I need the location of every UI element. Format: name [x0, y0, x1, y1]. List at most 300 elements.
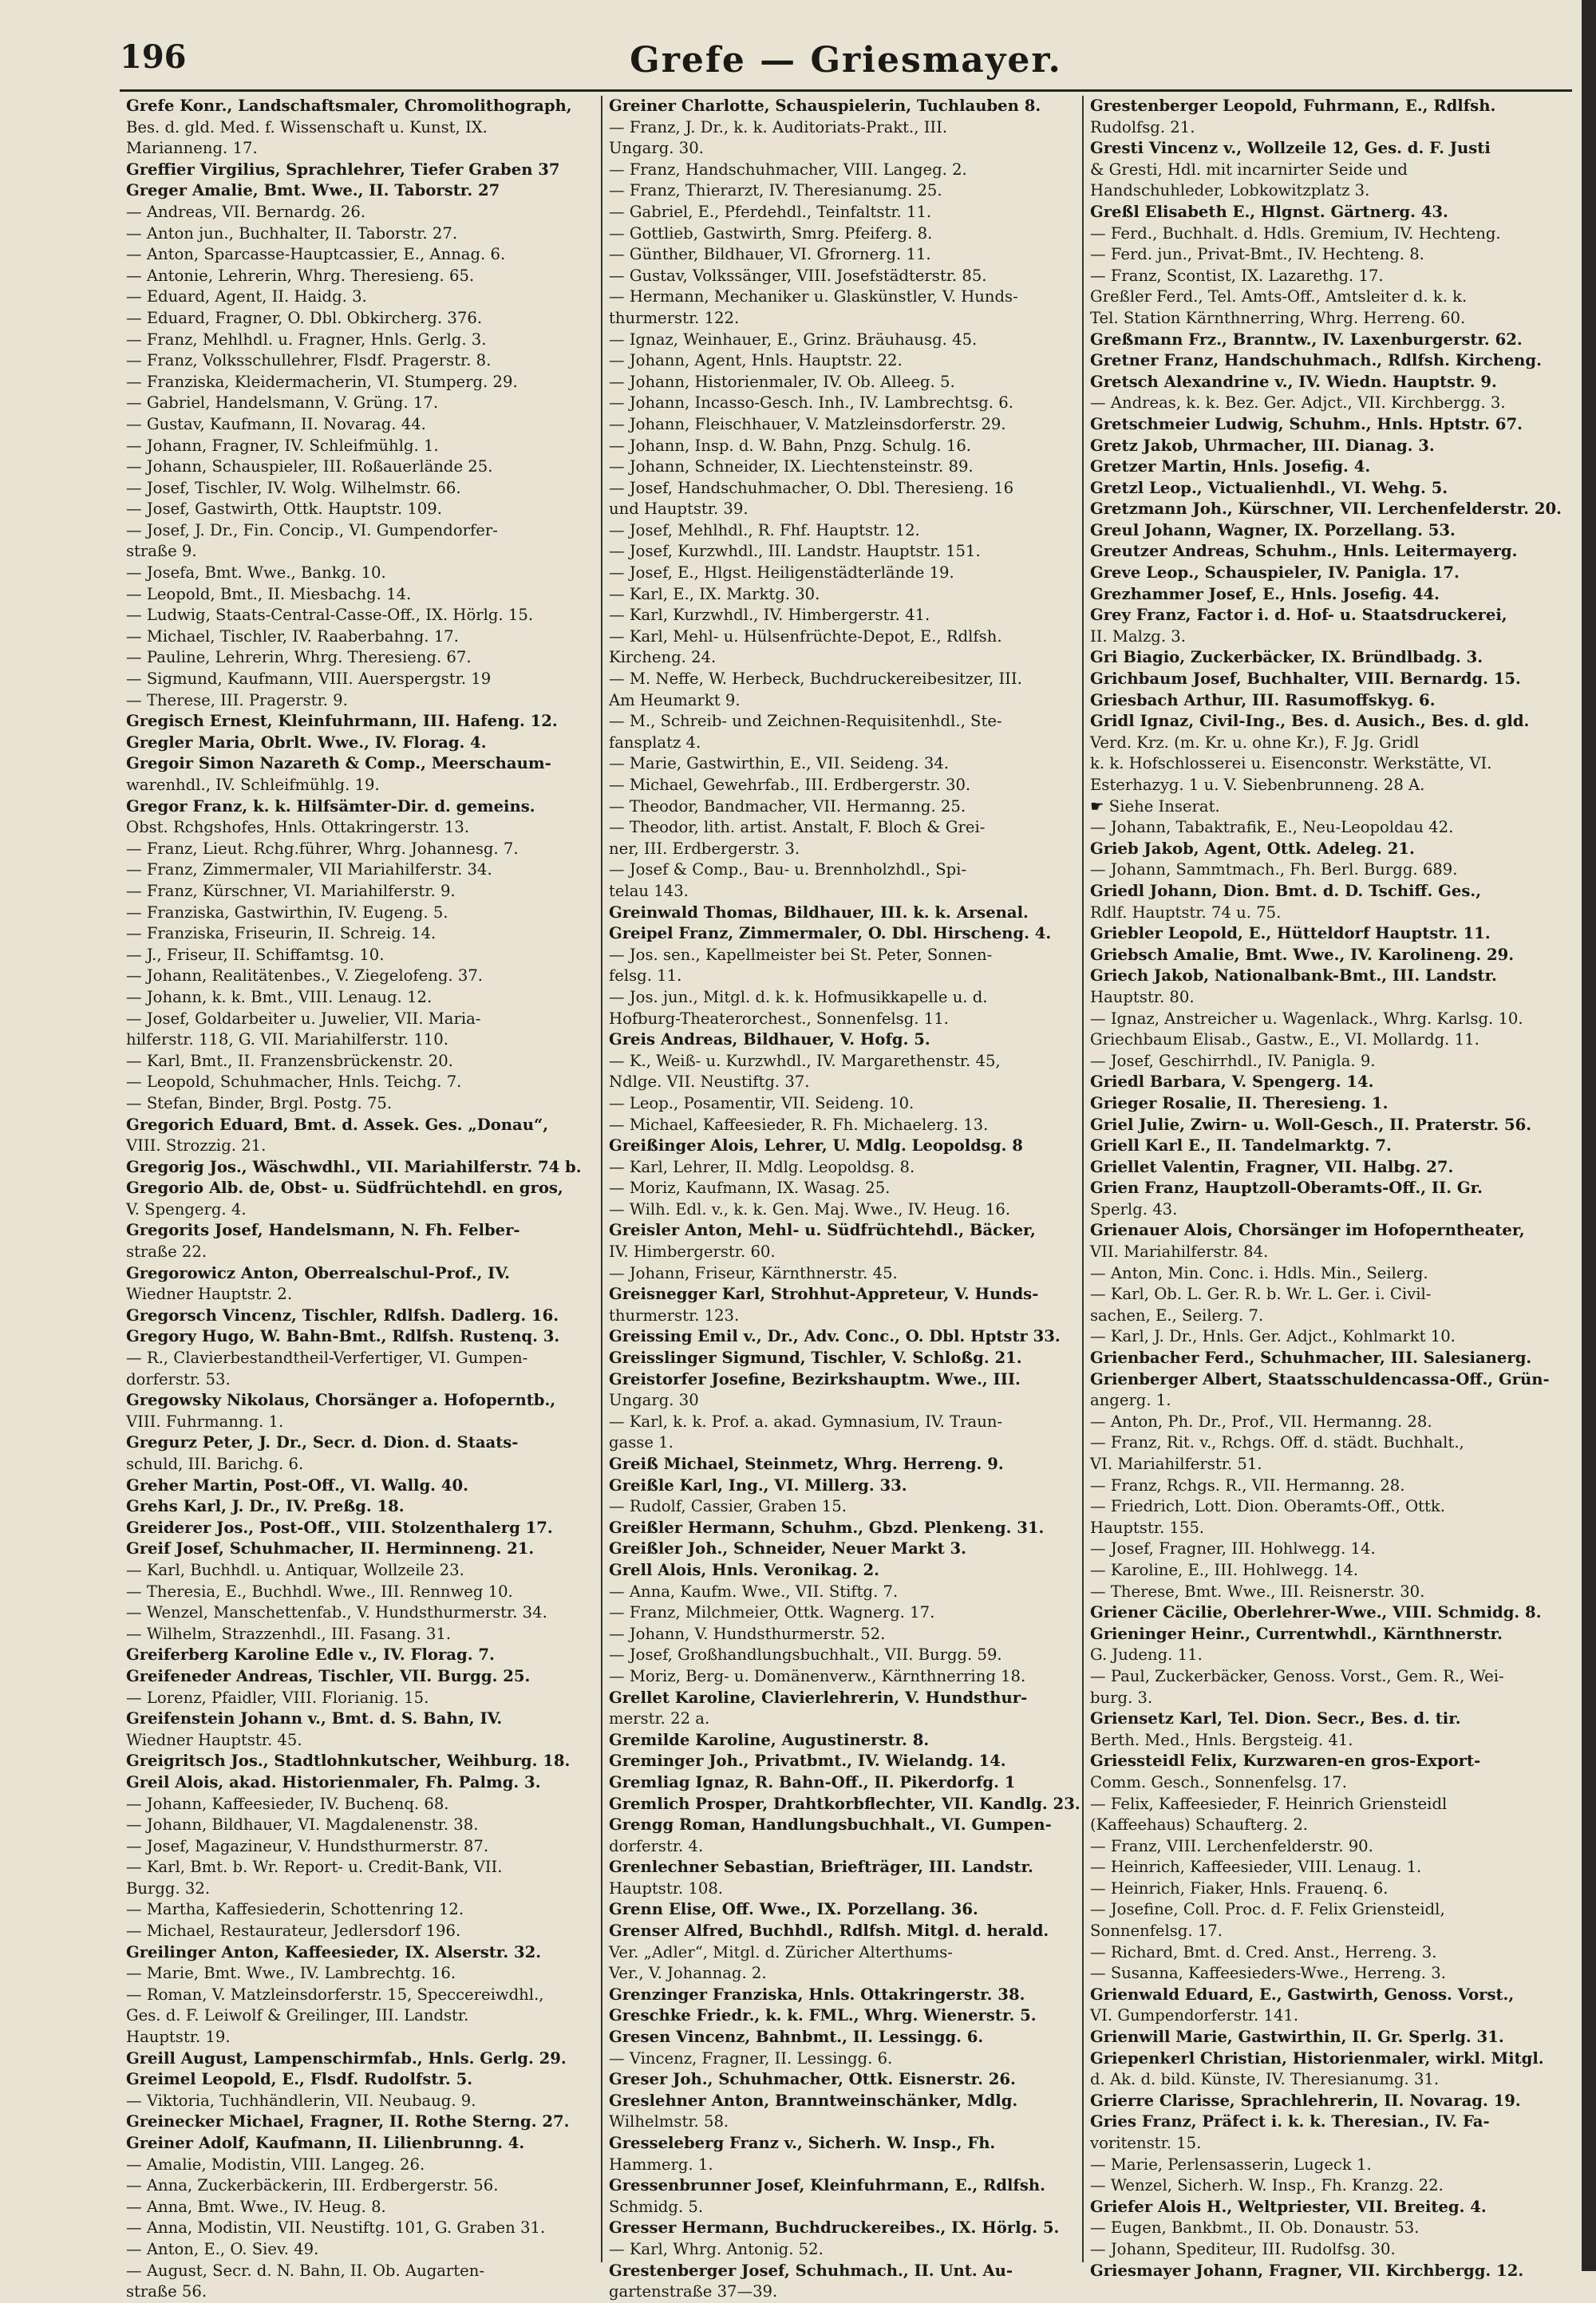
- directory-entry: Greill August, Lampenschirmfab., Hnls. Gerlg. 29.: [126, 2048, 567, 2068]
- directory-entry: — Therese, III. Pragerstr. 9.: [126, 690, 348, 709]
- directory-entry: Grefe Konr., Landschaftsmaler, Chromolithograph,: [126, 97, 572, 115]
- directory-entry: — Josef, Magazineur, V. Hundsthurmerstr. 87.: [126, 1836, 489, 1855]
- directory-entry: (Kaffeehaus) Schaufterg. 2.: [1090, 1815, 1309, 1835]
- directory-entry: Greßl Elisabeth E., Hlgnst. Gärtnerg. 43.: [1090, 202, 1448, 221]
- directory-entry: Griesbach Arthur, III. Rasumoffskyg. 6.: [1090, 690, 1436, 709]
- directory-entry: — Ludwig, Staats-Central-Casse-Off., IX. Hörlg. 15.: [126, 606, 534, 625]
- directory-entry: Grestenberger Leopold, Fuhrmann, E., Rdlfsh.: [1090, 97, 1496, 115]
- directory-entry: Greutzer Andreas, Schuhm., Hnls. Leitermayerg.: [1090, 542, 1518, 561]
- directory-entry: ☛ Siehe Inserat.: [1090, 796, 1220, 816]
- directory-entry: straße 22.: [126, 1242, 207, 1262]
- directory-entry: — Karl, k. k. Prof. a. akad. Gymnasium, IV. Traun-: [609, 1412, 1003, 1431]
- directory-entry: Gretner Franz, Handschuhmach., Rdlfsh. Kircheng.: [1090, 351, 1542, 370]
- directory-entry: — Josef, Tischler, IV. Wolg. Wilhelmstr. 66.: [126, 478, 461, 497]
- directory-entry: — Günther, Bildhauer, VI. Gfrornerg. 11.: [609, 245, 931, 264]
- directory-entry: Gremlich Prosper, Drahtkorbflechter, VII. Kandlg. 23.: [609, 1794, 1080, 1813]
- directory-entry: Grell Alois, Hnls. Veronikag. 2.: [609, 1560, 879, 1579]
- directory-entry: VIII. Fuhrmanng. 1.: [126, 1412, 284, 1431]
- directory-entry: — Gabriel, E., Pferdehdl., Teinfaltstr. 11.: [609, 202, 932, 221]
- directory-entry: merstr. 22 a.: [609, 1709, 710, 1728]
- directory-entry: Greul Johann, Wagner, IX. Porzellang. 53.: [1090, 520, 1456, 539]
- directory-entry: — M. Neffe, W. Herbeck, Buchdruckereibesitzer, III.: [609, 670, 1022, 689]
- directory-entry: — Johann, Incasso-Gesch. Inh., IV. Lambrechtsg. 6.: [609, 393, 1013, 413]
- directory-entry: — Heinrich, Kaffeesieder, VIII. Lenaug. 1.: [1090, 1858, 1422, 1877]
- directory-entry: Ver., V. Johannag. 2.: [609, 1964, 767, 1983]
- directory-entry: — Eugen, Bankbmt., II. Ob. Donaustr. 53.: [1090, 2218, 1420, 2238]
- directory-entry: — Franz, Volksschullehrer, Flsdf. Pragerstr. 8.: [126, 351, 492, 370]
- column-middle-entries: [609, 96, 1080, 2303]
- directory-entry: Greßler Ferd., Tel. Amts-Off., Amtsleiter d. k. k.: [1090, 287, 1468, 306]
- directory-entry: Greifenstein Johann v., Bmt. d. S. Bahn, IV.: [126, 1709, 503, 1728]
- scan-edge-shadow: [1582, 0, 1596, 2271]
- directory-entry: — Johann, Kaffeesieder, IV. Buchenq. 68.: [126, 1794, 449, 1813]
- directory-entry: schuld, III. Barichg. 6.: [126, 1455, 304, 1473]
- directory-entry: Greve Leop., Schauspieler, IV. Panigla. 17.: [1090, 563, 1460, 583]
- directory-entry: Griell Karl E., II. Tandelmarktg. 7.: [1090, 1136, 1392, 1155]
- directory-entry: Greistorfer Josefine, Bezirkshauptm. Wwe., III.: [609, 1369, 1021, 1389]
- directory-entry: Ver. „Adler“, Mitgl. d. Züricher Alterthums-: [609, 1942, 953, 1961]
- directory-entry: Gregler Maria, Obrlt. Wwe., IV. Florag. 4.: [126, 733, 487, 752]
- directory-entry: — Karl, Lehrer, II. Mdlg. Leopoldsg. 8.: [609, 1157, 915, 1176]
- directory-entry: — Johann, Bildhauer, VI. Magdalenenstr. 38.: [126, 1815, 479, 1835]
- directory-entry: telau 143.: [609, 881, 689, 900]
- directory-entry: — Amalie, Modistin, VIII. Langeg. 26.: [126, 2155, 425, 2174]
- directory-entry: — Johann, Schneider, IX. Liechtensteinstr. 89.: [609, 457, 974, 476]
- directory-entry: Marianneng. 17.: [126, 139, 258, 158]
- directory-entry: Greil Alois, akad. Historienmaler, Fh. Palmg. 3.: [126, 1772, 541, 1791]
- directory-entry: — Anton, Sparcasse-Hauptcassier, E., Annag. 6.: [126, 245, 506, 264]
- directory-entry: Griessteidl Felix, Kurzwaren-en gros-Export-: [1090, 1752, 1481, 1771]
- directory-entry: — Franz, Handschuhmacher, VIII. Langeg. 2.: [609, 160, 967, 179]
- directory-entry: — Josef, J. Dr., Fin. Concip., VI. Gumpendorfer-: [126, 520, 498, 539]
- directory-entry: — August, Secr. d. N. Bahn, II. Ob. Augarten-: [126, 2261, 484, 2280]
- directory-entry: — Johann, Insp. d. W. Bahn, Pnzg. Schulg. 16.: [609, 436, 972, 455]
- directory-entry: Obst. Rchgshofes, Hnls. Ottakringerstr. 13.: [126, 818, 470, 837]
- directory-entry: Greigritsch Jos., Stadtlohnkutscher, Weihburg. 18.: [126, 1752, 571, 1771]
- directory-entry: Greißler Joh., Schneider, Neuer Markt 3.: [609, 1539, 966, 1558]
- directory-entry: Gregorig Jos., Wäschwdhl., VII. Mariahilferstr. 74 b.: [126, 1157, 582, 1176]
- directory-entry: & Gresti, Hdl. mit incarnirter Seide und: [1090, 160, 1408, 179]
- directory-entry: Greiner Charlotte, Schauspielerin, Tuchlauben 8.: [609, 97, 1041, 115]
- directory-entry: Hauptstr. 80.: [1090, 987, 1195, 1006]
- directory-entry: Grenlechner Sebastian, Briefträger, III. Landstr.: [609, 1858, 1033, 1877]
- directory-entry: — Karoline, E., III. Hohlwegg. 14.: [1090, 1560, 1359, 1579]
- directory-entry: — Martha, Kaffesiederin, Schottenring 12.: [126, 1900, 464, 1919]
- directory-entry: Kircheng. 24.: [609, 648, 717, 667]
- directory-entry: Grieb Jakob, Agent, Ottk. Adeleg. 21.: [1090, 839, 1415, 858]
- directory-entry: Wiedner Hauptstr. 2.: [126, 1285, 293, 1304]
- directory-entry: Hammerg. 1.: [609, 2155, 713, 2174]
- directory-entry: Greisslinger Sigmund, Tischler, V. Schloßg. 21.: [609, 1349, 1022, 1368]
- directory-entry: Schmidg. 5.: [609, 2197, 704, 2216]
- directory-entry: Grehs Karl, J. Dr., IV. Preßg. 18.: [126, 1497, 405, 1516]
- directory-entry: — Karl, Ob. L. Ger. R. b. Wr. L. Ger. i. Civil-: [1090, 1285, 1432, 1304]
- directory-entry: — Stefan, Binder, Brgl. Postg. 75.: [126, 1093, 393, 1112]
- directory-entry: Griebsch Amalie, Bmt. Wwe., IV. Karolineng. 29.: [1090, 945, 1515, 964]
- directory-entry: thurmerstr. 123.: [609, 1306, 740, 1325]
- directory-entry: — Marie, Perlensasserin, Lugeck 1.: [1090, 2155, 1372, 2174]
- directory-entry: — Vincenz, Fragner, II. Lessingg. 6.: [609, 2048, 893, 2068]
- directory-entry: — Ignaz, Anstreicher u. Wagenlack., Whrg. Karlsg. 10.: [1090, 1009, 1523, 1028]
- directory-entry: — Karl, Bmt., II. Franzensbrückenstr. 20.: [126, 1051, 453, 1070]
- directory-entry: — Franz, Zimmermaler, VII Mariahilferstr. 34.: [126, 860, 492, 879]
- directory-entry: Greschke Friedr., k. k. FML., Whrg. Wienerstr. 5.: [609, 2006, 1037, 2025]
- directory-entry: dorferstr. 4.: [609, 1836, 704, 1855]
- directory-entry: Griepenkerl Christian, Historienmaler, wirkl. Mitgl.: [1090, 2048, 1544, 2068]
- directory-entry: Griech Jakob, Nationalbank-Bmt., III. Landstr.: [1090, 966, 1497, 986]
- directory-entry: — Franz, Lieut. Rchg.führer, Whrg. Johannesg. 7.: [126, 839, 519, 858]
- directory-entry: — Lorenz, Pfaidler, VIII. Florianig. 15.: [126, 1688, 429, 1707]
- directory-entry: Verd. Krz. (m. Kr. u. ohne Kr.), F. Jg. Gridl: [1090, 733, 1420, 752]
- directory-entry: — Eduard, Agent, II. Haidg. 3.: [126, 287, 367, 306]
- directory-entry: — Michael, Kaffeesieder, R. Fh. Michaelerg. 13.: [609, 1115, 989, 1134]
- directory-entry: — Gabriel, Handelsmann, V. Grüng. 17.: [126, 393, 439, 413]
- directory-entry: Griensetz Karl, Tel. Dion. Secr., Bes. d. tir.: [1090, 1709, 1461, 1728]
- directory-entry: Greinwald Thomas, Bildhauer, III. k. k. Arsenal.: [609, 903, 1029, 922]
- directory-entry: Grienwald Eduard, E., Gastwirth, Genoss. Vorst.,: [1090, 1985, 1515, 2004]
- directory-entry: — M., Schreib- und Zeichnen-Requisitenhdl., Ste-: [609, 712, 1002, 731]
- directory-entry: Hauptstr. 19.: [126, 2028, 231, 2047]
- directory-entry: — Josef, Gastwirth, Ottk. Hauptstr. 109.: [126, 500, 442, 519]
- column-left-entries: [126, 96, 595, 2303]
- page-title: Grefe — Griesmayer.: [630, 40, 1062, 81]
- directory-entry: Esterhazyg. 1 u. V. Siebenbrunneng. 28 A.: [1090, 776, 1425, 794]
- directory-entry: Gretz Jakob, Uhrmacher, III. Dianag. 3.: [1090, 436, 1435, 455]
- directory-entry: — Wilh. Edl. v., k. k. Gen. Maj. Wwe., IV. Heug. 16.: [609, 1199, 1011, 1219]
- directory-entry: ner, III. Erdbergerstr. 3.: [609, 839, 800, 858]
- directory-entry: — Andreas, VII. Bernardg. 26.: [126, 202, 366, 221]
- directory-entry: — Anna, Bmt. Wwe., IV. Heug. 8.: [126, 2197, 386, 2216]
- directory-entry: — Theresia, E., Buchhdl. Wwe., III. Rennweg 10.: [126, 1582, 513, 1601]
- directory-entry: Wilhelmstr. 58.: [609, 2112, 729, 2131]
- directory-entry: Sperlg. 43.: [1090, 1199, 1178, 1219]
- directory-entry: Grichbaum Josef, Buchhalter, VIII. Bernardg. 15.: [1090, 670, 1521, 689]
- directory-entry: Gregory Hugo, W. Bahn-Bmt., Rdlfsh. Rustenq. 3.: [126, 1327, 560, 1346]
- directory-entry: — Josef, Großhandlungsbuchhalt., VII. Burgg. 59.: [609, 1645, 1002, 1665]
- directory-entry: — Antonie, Lehrerin, Whrg. Theresieng. 65.: [126, 266, 475, 285]
- directory-entry: Greiderer Jos., Post-Off., VIII. Stolzenthalerg 17.: [126, 1518, 553, 1537]
- directory-entry: — Franz, Rit. v., Rchgs. Off. d. städt. Buchhalt.,: [1090, 1433, 1464, 1452]
- directory-entry: — Susanna, Kaffeesieders-Wwe., Herreng. 3.: [1090, 1964, 1446, 1983]
- directory-entry: VI. Mariahilferstr. 51.: [1090, 1455, 1262, 1473]
- directory-entry: Greis Andreas, Bildhauer, V. Hofg. 5.: [609, 1030, 930, 1049]
- directory-entry: gasse 1.: [609, 1433, 674, 1452]
- directory-entry: — Leop., Posamentir, VII. Seideng. 10.: [609, 1093, 915, 1112]
- directory-entry: — Josef, Fragner, III. Hohlwegg. 14.: [1090, 1539, 1376, 1558]
- directory-entry: Grestenberger Josef, Schuhmach., II. Unt. Au-: [609, 2261, 1013, 2280]
- directory-entry: — Josef & Comp., Bau- u. Brennholzhdl., Spi-: [609, 860, 967, 879]
- directory-entry: — Andreas, k. k. Bez. Ger. Adjct., VII. Kirchbergg. 3.: [1090, 393, 1506, 413]
- directory-entry: Gregor Franz, k. k. Hilfsämter-Dir. d. gemeins.: [126, 796, 535, 816]
- directory-entry: — Johann, Spediteur, III. Rudolfsg. 30.: [1090, 2239, 1396, 2258]
- directory-entry: — Karl, E., IX. Marktg. 30.: [609, 584, 820, 603]
- header-rule: [120, 89, 1572, 92]
- directory-entry: Gregowsky Nikolaus, Chorsänger a. Hofoperntb.,: [126, 1391, 556, 1410]
- directory-entry: gartenstraße 37—39.: [609, 2282, 778, 2301]
- directory-entry: Griefer Alois H., Weltpriester, VII. Breiteg. 4.: [1090, 2197, 1487, 2216]
- directory-entry: Gresti Vincenz v., Wollzeile 12, Ges. d. F. Justi: [1090, 139, 1491, 158]
- directory-entry: — Josef, Handschuhmacher, O. Dbl. Theresieng. 16: [609, 478, 1014, 497]
- column-middle: [601, 96, 1082, 2301]
- directory-entry: Greiß Michael, Steinmetz, Whrg. Herreng. 9.: [609, 1455, 1004, 1473]
- directory-entry: — Josefine, Coll. Proc. d. F. Felix Griensteidl,: [1090, 1900, 1445, 1919]
- directory-entry: — Johann, Fleischhauer, V. Matzleinsdorferstr. 29.: [609, 414, 1006, 433]
- directory-entry: Ndlge. VII. Neustiftg. 37.: [609, 1072, 810, 1092]
- directory-entry: — Wilhelm, Strazzenhdl., III. Fasang. 31.: [126, 1624, 452, 1643]
- directory-entry: — Josefa, Bmt. Wwe., Bankg. 10.: [126, 563, 386, 583]
- directory-entry: Gressenbrunner Josef, Kleinfuhrmann, E., Rdlfsh.: [609, 2176, 1045, 2195]
- directory-entry: Griener Cäcilie, Oberlehrer-Wwe., VIII. Schmidg. 8.: [1090, 1603, 1542, 1622]
- directory-entry: Wiedner Hauptstr. 45.: [126, 1730, 302, 1749]
- directory-entry: VI. Gumpendorferstr. 141.: [1090, 2006, 1299, 2025]
- directory-entry: angerg. 1.: [1090, 1391, 1171, 1410]
- directory-entry: hilferstr. 118, G. VII. Mariahilferstr. 110.: [126, 1030, 448, 1049]
- directory-entry: und Hauptstr. 39.: [609, 500, 749, 519]
- directory-entry: II. Malzg. 3.: [1090, 626, 1186, 646]
- directory-entry: — Franz, Mehlhdl. u. Fragner, Hnls. Gerlg. 3.: [126, 330, 487, 349]
- directory-entry: Gremilde Karoline, Augustinerstr. 8.: [609, 1730, 930, 1749]
- directory-entry: — Wenzel, Sicherh. W. Insp., Fh. Kranzg. 22.: [1090, 2176, 1444, 2195]
- directory-entry: Gries Franz, Präfect i. k. k. Theresian., IV. Fa-: [1090, 2112, 1490, 2131]
- directory-entry: Grellet Karoline, Clavierlehrerin, V. Hundsthur-: [609, 1688, 1028, 1707]
- directory-entry: Ungarg. 30: [609, 1391, 699, 1410]
- directory-entry: Greissing Emil v., Dr., Adv. Conc., O. Dbl. Hptstr 33.: [609, 1327, 1061, 1346]
- directory-entry: Gregurz Peter, J. Dr., Secr. d. Dion. d. Staats-: [126, 1433, 519, 1452]
- directory-entry: Gregisch Ernest, Kleinfuhrmann, III. Hafeng. 12.: [126, 712, 558, 731]
- directory-entry: Gregorich Eduard, Bmt. d. Assek. Ges. „Donau“,: [126, 1115, 549, 1134]
- directory-entry: Hofburg-Theaterorchest., Sonnenfelsg. 11.: [609, 1009, 949, 1028]
- directory-entry: — Franziska, Friseurin, II. Schreig. 14.: [126, 924, 437, 943]
- directory-entry: Greißler Hermann, Schuhm., Gbzd. Plenkeng. 31.: [609, 1518, 1045, 1537]
- directory-entry: — Anton jun., Buchhalter, II. Taborstr. 27.: [126, 223, 458, 243]
- directory-entry: Greif Josef, Schuhmacher, II. Herminneng. 21.: [126, 1539, 535, 1558]
- directory-entry: — Johann, Historienmaler, IV. Ob. Alleeg. 5.: [609, 372, 955, 391]
- directory-entry: — Pauline, Lehrerin, Whrg. Theresieng. 67.: [126, 648, 472, 667]
- directory-entry: Hauptstr. 155.: [1090, 1518, 1205, 1537]
- directory-entry: — Therese, Bmt. Wwe., III. Reisnerstr. 30.: [1090, 1582, 1425, 1601]
- directory-entry: Greimel Leopold, E., Flsdf. Rudolfstr. 5.: [126, 2070, 473, 2089]
- directory-entry: Grienauer Alois, Chorsänger im Hofoperntheater,: [1090, 1221, 1525, 1240]
- directory-entry: Grenser Alfred, Buchhdl., Rdlfsh. Mitgl. d. herald.: [609, 1922, 1049, 1941]
- directory-entry: — Viktoria, Tuchhändlerin, VII. Neubaug. 9.: [126, 2091, 476, 2110]
- directory-entry: Greisnegger Karl, Strohhut-Appreteur, V. Hunds-: [609, 1285, 1039, 1304]
- page-number: 196: [120, 38, 187, 76]
- directory-entry: Berth. Med., Hnls. Bergsteig. 41.: [1090, 1730, 1353, 1749]
- directory-entry: — K., Weiß- u. Kurzwhdl., IV. Margarethenstr. 45,: [609, 1051, 1001, 1070]
- directory-entry: straße 56.: [126, 2282, 207, 2301]
- directory-entry: — Jos. sen., Kapellmeister bei St. Peter, Sonnen-: [609, 945, 993, 964]
- directory-entry: — Eduard, Fragner, O. Dbl. Obkircherg. 376.: [126, 308, 483, 327]
- directory-entry: Gregorio Alb. de, Obst- u. Südfrüchtehdl. en gros,: [126, 1179, 563, 1198]
- directory-entry: Ges. d. F. Leiwolf & Greilinger, III. Landstr.: [126, 2006, 469, 2025]
- directory-entry: — Sigmund, Kaufmann, VIII. Auerspergstr. 19: [126, 670, 492, 689]
- directory-entry: Greinecker Michael, Fragner, II. Rothe Sterng. 27.: [126, 2112, 570, 2131]
- directory-entry: fansplatz 4.: [609, 733, 701, 752]
- directory-entry: Grey Franz, Factor i. d. Hof- u. Staatsdruckerei,: [1090, 606, 1507, 625]
- directory-entry: — Karl, J. Dr., Hnls. Ger. Adjct., Kohlmarkt 10.: [1090, 1327, 1456, 1346]
- directory-entry: Greißle Karl, Ing., VI. Millerg. 33.: [609, 1475, 907, 1495]
- directory-entry: Grengg Roman, Handlungsbuchhalt., VI. Gumpen-: [609, 1815, 1052, 1835]
- directory-entry: — Theodor, Bandmacher, VII. Hermanng. 25.: [609, 796, 966, 816]
- directory-entry: Greißinger Alois, Lehrer, U. Mdlg. Leopoldsg. 8: [609, 1136, 1023, 1155]
- directory-entry: Gregorsch Vincenz, Tischler, Rdlfsh. Dadlerg. 16.: [126, 1306, 559, 1325]
- directory-entry: — Leopold, Schuhmacher, Hnls. Teichg. 7.: [126, 1072, 462, 1092]
- directory-entry: — Johann, Fragner, IV. Schleifmühlg. 1.: [126, 436, 439, 455]
- page-header: [120, 38, 1572, 94]
- directory-entry: — Johann, Schauspieler, III. Roßauerlände 25.: [126, 457, 493, 476]
- directory-entry: Gretsch Alexandrine v., IV. Wiedn. Hauptstr. 9.: [1090, 372, 1497, 391]
- directory-entry: Greher Martin, Post-Off., VI. Wallg. 40.: [126, 1475, 468, 1495]
- directory-entry: — Ignaz, Weinhauer, E., Grinz. Bräuhausg. 45.: [609, 330, 978, 349]
- directory-entry: — Jos. jun., Mitgl. d. k. k. Hofmusikkapelle u. d.: [609, 987, 988, 1006]
- directory-entry: — Karl, Buchhdl. u. Antiquar, Wollzeile 23.: [126, 1560, 464, 1579]
- directory-entry: — Gustav, Volkssänger, VIII. Josefstädterstr. 85.: [609, 266, 987, 285]
- directory-entry: VIII. Strozzig. 21.: [126, 1136, 267, 1155]
- directory-entry: Greisler Anton, Mehl- u. Südfrüchtehdl., Bäcker,: [609, 1221, 1036, 1240]
- directory-entry: — Anna, Modistin, VII. Neustiftg. 101, G. Graben 31.: [126, 2218, 546, 2238]
- directory-entry: — Richard, Bmt. d. Cred. Anst., Herreng. 3.: [1090, 1942, 1437, 1961]
- directory-entry: — Franz, Milchmeier, Ottk. Wagnerg. 17.: [609, 1603, 935, 1622]
- directory-entry: Griesmayer Johann, Fragner, VII. Kirchbergg. 12.: [1090, 2261, 1524, 2280]
- directory-entry: — Franz, Rchgs. R., VII. Hermanng. 28.: [1090, 1475, 1405, 1495]
- directory-entry: Griebler Leopold, E., Hütteldorf Hauptstr. 11.: [1090, 924, 1491, 943]
- directory-entry: — Anton, E., O. Siev. 49.: [126, 2239, 319, 2258]
- directory-entry: — Michael, Tischler, IV. Raaberbahng. 17.: [126, 626, 459, 646]
- directory-entry: warenhdl., IV. Schleifmühlg. 19.: [126, 776, 380, 794]
- directory-entry: Comm. Gesch., Sonnenfelsg. 17.: [1090, 1772, 1347, 1791]
- directory-entry: Greipel Franz, Zimmermaler, O. Dbl. Hirscheng. 4.: [609, 924, 1052, 943]
- directory-entry: — Wenzel, Manschettenfab., V. Hundsthurmerstr. 34.: [126, 1603, 547, 1622]
- directory-entry: — Karl, Bmt. b. Wr. Report- u. Credit-Bank, VII.: [126, 1858, 503, 1877]
- directory-entry: Grienwill Marie, Gastwirthin, II. Gr. Sperlg. 31.: [1090, 2028, 1504, 2047]
- directory-entry: — J., Friseur, II. Schiffamtsg. 10.: [126, 945, 385, 964]
- directory-entry: Grieger Rosalie, II. Theresieng. 1.: [1090, 1093, 1389, 1112]
- directory-entry: Gresseleberg Franz v., Sicherh. W. Insp., Fh.: [609, 2134, 996, 2152]
- directory-entry: — Ferd., Buchhalt. d. Hdls. Gremium, IV. Hechteng.: [1090, 223, 1501, 243]
- directory-entry: felsg. 11.: [609, 966, 682, 986]
- directory-entry: — Johann, k. k. Bmt., VIII. Lenaug. 12.: [126, 987, 433, 1006]
- directory-entry: Grien Franz, Hauptzoll-Oberamts-Off., II. Gr.: [1090, 1179, 1483, 1198]
- directory-entry: — Gottlieb, Gastwirth, Smrg. Pfeiferg. 8.: [609, 223, 933, 243]
- directory-entry: Ungarg. 30.: [609, 139, 704, 158]
- directory-entry: Gretzer Martin, Hnls. Josefig. 4.: [1090, 457, 1371, 476]
- directory-entry: — Karl, Whrg. Antonig. 52.: [609, 2239, 824, 2258]
- directory-entry: Greiner Adolf, Kaufmann, II. Lilienbrunng. 4.: [126, 2134, 525, 2152]
- directory-entry: — Franz, Kürschner, VI. Mariahilferstr. 9.: [126, 881, 456, 900]
- directory-entry: voritenstr. 15.: [1090, 2134, 1202, 2152]
- directory-entry: sachen, E., Seilerg. 7.: [1090, 1306, 1264, 1325]
- directory-entry: — Michael, Restaurateur, Jedlersdorf 196.: [126, 1922, 461, 1941]
- directory-entry: Griedl Barbara, V. Spengerg. 14.: [1090, 1072, 1374, 1092]
- directory-entry: Greßmann Frz., Branntw., IV. Laxenburgerstr. 62.: [1090, 330, 1523, 349]
- directory-entry: Rudolfsg. 21.: [1090, 117, 1195, 136]
- directory-entry: Tel. Station Kärnthnerring, Whrg. Herreng. 60.: [1090, 308, 1466, 327]
- directory-entry: — Josef, Kurzwhdl., III. Landstr. Hauptstr. 151.: [609, 542, 981, 561]
- directory-entry: Griel Julie, Zwirn- u. Woll-Gesch., II. Praterstr. 56.: [1090, 1115, 1532, 1134]
- directory-entry: Greilinger Anton, Kaffeesieder, IX. Alserstr. 32.: [126, 1942, 542, 1961]
- directory-entry: — Moriz, Berg- u. Domänenverw., Kärnthnerring 18.: [609, 1666, 1026, 1685]
- directory-entry: — Marie, Bmt. Wwe., IV. Lambrechtg. 16.: [126, 1964, 456, 1983]
- directory-entry: dorferstr. 53.: [126, 1369, 231, 1389]
- directory-entry: Gretzl Leop., Victualienhdl., VI. Wehg. 5.: [1090, 478, 1448, 497]
- directory-entry: — Hermann, Mechaniker u. Glaskünstler, V. Hunds-: [609, 287, 1018, 306]
- directory-entry: — Josef, Mehlhdl., R. Fhf. Hauptstr. 12.: [609, 520, 920, 539]
- column-right: [1082, 96, 1563, 2280]
- directory-entry: Greifeneder Andreas, Tischler, VII. Burgg. 25.: [126, 1666, 531, 1685]
- directory-entry: — Johann, V. Hundsthurmerstr. 52.: [609, 1624, 886, 1643]
- directory-entry: — Friedrich, Lott. Dion. Oberamts-Off., Ottk.: [1090, 1497, 1445, 1516]
- directory-entry: straße 9.: [126, 542, 197, 561]
- directory-entry: — Rudolf, Cassier, Graben 15.: [609, 1497, 847, 1516]
- directory-entry: Gretschmeier Ludwig, Schuhm., Hnls. Hptstr. 67.: [1090, 414, 1523, 433]
- column-right-entries: [1090, 96, 1562, 2281]
- directory-entry: — Franz, Thierarzt, IV. Theresianumg. 25.: [609, 181, 942, 200]
- directory-entry: Gresser Hermann, Buchdruckereibes., IX. Hörlg. 5.: [609, 2218, 1060, 2238]
- directory-entry: — Johann, Tabaktrafik, E., Neu-Leopoldau 42.: [1090, 818, 1454, 837]
- directory-entry: Grienberger Albert, Staatsschuldencassa-Off., Grün-: [1090, 1369, 1550, 1389]
- directory-entry: Greser Joh., Schuhmacher, Ottk. Eisnerstr. 26.: [609, 2070, 1016, 2089]
- directory-entry: Gregorits Josef, Handelsmann, N. Fh. Felber-: [126, 1221, 520, 1240]
- directory-entry: Sonnenfelsg. 17.: [1090, 1922, 1223, 1941]
- directory-entry: Am Heumarkt 9.: [609, 690, 741, 709]
- directory-entry: d. Ak. d. bild. Künste, IV. Theresianumg. 31.: [1090, 2070, 1440, 2089]
- directory-entry: k. k. Hofschlosserei u. Eisenconstr. Werkstätte, VI.: [1090, 754, 1492, 773]
- directory-entry: Burgg. 32.: [126, 1878, 211, 1898]
- directory-entry: Grienbacher Ferd., Schuhmacher, III. Salesianerg.: [1090, 1349, 1532, 1368]
- directory-entry: Griellet Valentin, Fragner, VII. Halbg. 27.: [1090, 1157, 1454, 1176]
- directory-entry: Grezhammer Josef, E., Hnls. Josefig. 44.: [1090, 584, 1440, 603]
- directory-entry: — Josef, Goldarbeiter u. Juwelier, VII. Maria-: [126, 1009, 481, 1028]
- directory-entry: — Anton, Ph. Dr., Prof., VII. Hermanng. 28.: [1090, 1412, 1432, 1431]
- directory-entry: — Leopold, Bmt., II. Miesbachg. 14.: [126, 584, 412, 603]
- directory-entry: — Johann, Realitätenbes., V. Ziegelofeng. 37.: [126, 966, 484, 986]
- directory-entry: — Johann, Friseur, Kärnthnerstr. 45.: [609, 1263, 898, 1282]
- directory-entry: Grieninger Heinr., Currentwhdl., Kärnthnerstr.: [1090, 1624, 1503, 1643]
- directory-entry: Grenn Elise, Off. Wwe., IX. Porzellang. 36.: [609, 1900, 978, 1919]
- directory-entry: Grenzinger Franziska, Hnls. Ottakringerstr. 38.: [609, 1985, 1025, 2004]
- directory-entry: thurmerstr. 122.: [609, 308, 740, 327]
- directory-entry: — R., Clavierbestandtheil-Verfertiger, VI. Gumpen-: [126, 1349, 528, 1368]
- directory-entry: — Franziska, Gastwirthin, IV. Eugeng. 5.: [126, 903, 448, 922]
- directory-entry: — Ferd. jun., Privat-Bmt., IV. Hechteng. 8.: [1090, 245, 1424, 264]
- directory-entry: — Roman, V. Matzleinsdorferstr. 15, Speccereiwdhl.,: [126, 1985, 544, 2004]
- directory-entry: — Marie, Gastwirthin, E., VII. Seideng. 34.: [609, 754, 950, 773]
- columns: [120, 96, 1564, 2301]
- directory-entry: — Michael, Gewehrfab., III. Erdbergerstr. 30.: [609, 776, 971, 794]
- directory-entry: — Franziska, Kleidermacherin, VI. Stumperg. 29.: [126, 372, 518, 391]
- directory-entry: Gresen Vincenz, Bahnbmt., II. Lessingg. 6.: [609, 2028, 984, 2047]
- directory-entry: — Theodor, lith. artist. Anstalt, F. Bloch & Grei-: [609, 818, 986, 837]
- directory-entry: — Johann, Agent, Hnls. Hauptstr. 22.: [609, 351, 903, 370]
- directory-entry: — Karl, Kurzwhdl., IV. Himbergerstr. 41.: [609, 606, 930, 625]
- directory-entry: Gremliag Ignaz, R. Bahn-Off., II. Pikerdorfg. 1: [609, 1772, 1016, 1791]
- directory-entry: Griechbaum Elisab., Gastw., E., VI. Mollardg. 11.: [1090, 1030, 1479, 1049]
- directory-entry: Greger Amalie, Bmt. Wwe., II. Taborstr. 27: [126, 181, 500, 200]
- directory-entry: — Josef, Geschirrhdl., IV. Panigla. 9.: [1090, 1051, 1376, 1070]
- directory-entry: G. Judeng. 11.: [1090, 1645, 1203, 1665]
- directory-entry: Gregoir Simon Nazareth & Comp., Meerschaum-: [126, 754, 551, 773]
- directory-entry: — Moriz, Kaufmann, IX. Wasag. 25.: [609, 1179, 891, 1198]
- directory-entry: VII. Mariahilferstr. 84.: [1090, 1242, 1269, 1262]
- directory-entry: — Felix, Kaffeesieder, F. Heinrich Griensteidl: [1090, 1794, 1448, 1813]
- directory-entry: Griedl Johann, Dion. Bmt. d. D. Tschiff. Ges.,: [1090, 881, 1482, 900]
- directory-entry: — Franz, VIII. Lerchenfelderstr. 90.: [1090, 1836, 1373, 1855]
- directory-entry: Bes. d. gld. Med. f. Wissenschaft u. Kunst, IX.: [126, 117, 488, 136]
- directory-entry: — Franz, Scontist, IX. Lazarethg. 17.: [1090, 266, 1384, 285]
- directory-entry: burg. 3.: [1090, 1688, 1153, 1707]
- directory-entry: Hauptstr. 108.: [609, 1878, 724, 1898]
- directory-entry: Gri Biagio, Zuckerbäcker, IX. Bründlbadg. 3.: [1090, 648, 1483, 667]
